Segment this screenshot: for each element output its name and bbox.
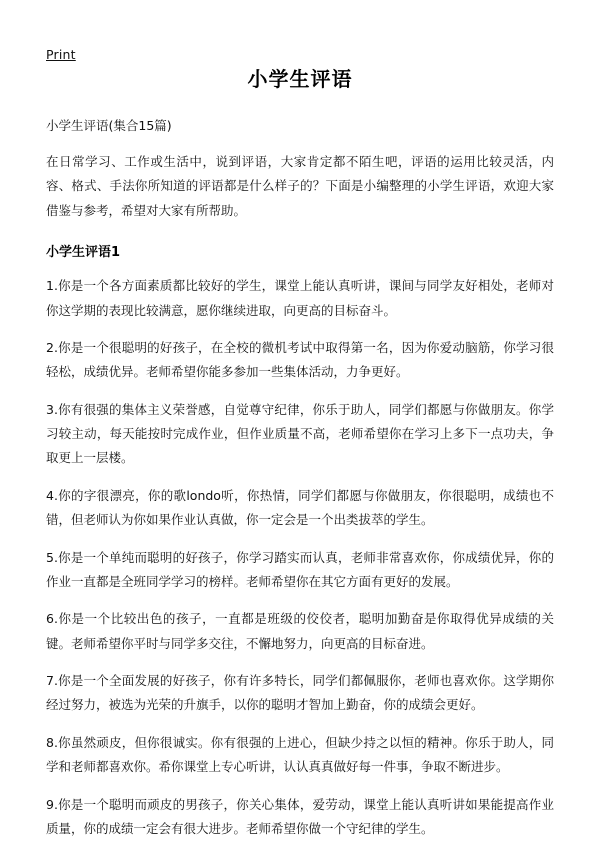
body-paragraph: 5.你是一个单纯而聪明的好孩子，你学习踏实而认真，老师非常喜欢你，你成绩优异，你的作业一直都是全班同学学习的榜样。老师希望你在其它方面有更好的发展。 xyxy=(46,546,554,595)
body-paragraph: 7.你是一个全面发展的好孩子，你有许多特长，同学们都佩服你，老师也喜欢你。这学期你经过努力，被选为光荣的升旗手，以你的聪明才智加上勤奋，你的成绩会更好。 xyxy=(46,669,554,718)
document-intro: 在日常学习、工作或生活中，说到评语，大家肯定都不陌生吧，评语的运用比较灵活，内容、格式、手法你所知道的评语都是什么样子的？下面是小编整理的小学生评语，欢迎大家借鉴与参考，希望对大家有所帮助。 xyxy=(46,150,554,223)
body-paragraph: 3.你有很强的集体主义荣誉感，自觉尊守纪律，你乐于助人，同学们都愿与你做朋友。你学习较主动，每天能按时完成作业，但作业质量不高，老师希望你在学习上多下一点功夫，争取更上一层楼。 xyxy=(46,398,554,471)
body-paragraph: 1.你是一个各方面素质都比较好的学生，课堂上能认真听讲，课间与同学友好相处，老师对你这学期的表现比较满意，愿你继续进取，向更高的目标奋斗。 xyxy=(46,274,554,323)
print-link[interactable]: Print xyxy=(46,47,76,62)
page-title: 小学生评语 xyxy=(46,63,554,92)
body-paragraph: 6.你是一个比较出色的孩子，一直都是班级的佼佼者，聪明加勤奋是你取得优异成绩的关键。老师希望你平时与同学多交往，不懈地努力，向更高的目标奋进。 xyxy=(46,607,554,656)
body-paragraph: 4.你的字很漂亮，你的歌londo听，你热情，同学们都愿与你做朋友，你很聪明，成绩也不错，但老师认为你如果作业认真做，你一定会是一个出类拔萃的学生。 xyxy=(46,484,554,533)
body-paragraph: 2.你是一个很聪明的好孩子，在全校的微机考试中取得第一名，因为你爱动脑筋，你学习很轻松，成绩优异。老师希望你能多参加一些集体活动，力争更好。 xyxy=(46,336,554,385)
body-paragraph: 9.你是一个聪明而顽皮的男孩子，你关心集体，爱劳动，课堂上能认真听讲如果能提高作业质量，你的成绩一定会有很大进步。老师希望你做一个守纪律的学生。 xyxy=(46,793,554,841)
body-paragraph: 8.你虽然顽皮，但你很诚实。你有很强的上进心，但缺少持之以恒的精神。你乐于助人，同学和老师都喜欢你。希你课堂上专心听讲，认认真真做好每一件事，争取不断进步。 xyxy=(46,731,554,780)
document-subtitle: 小学生评语(集合15篇) xyxy=(46,116,554,134)
section-heading: 小学生评语1 xyxy=(46,241,554,260)
